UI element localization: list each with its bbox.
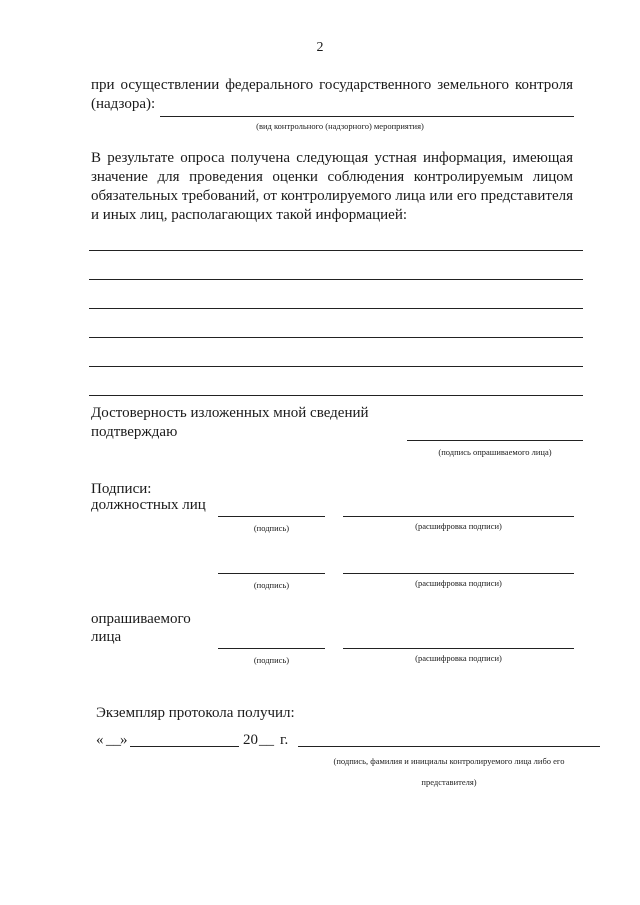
answer-line (89, 395, 583, 396)
page-number: 2 (316, 40, 324, 55)
respondent-signature-caption: (подпись опрашиваемого лица) (438, 447, 552, 457)
receipt-label: Экземпляр протокола получил: (96, 705, 295, 721)
intro-line-4: и иных лиц, располагающих такой информацией: (91, 207, 408, 223)
activity-type-line (160, 116, 574, 117)
respondent-decoding-line (343, 648, 574, 649)
receipt-month-line (130, 746, 239, 747)
receipt-year-prefix: 20 (243, 732, 258, 748)
receipt-date-open-quote: « (96, 732, 104, 748)
officials-label: должностных лиц (91, 497, 206, 513)
official-signature-line (218, 516, 325, 517)
answer-line (89, 250, 583, 251)
receipt-day-blank: __ (106, 732, 121, 748)
answer-line (89, 337, 583, 338)
respondent-decoding-caption: (расшифровка подписи) (415, 653, 502, 663)
intro-line-2: значение для проведения оценки соблюдения контролируемым лицом (91, 169, 573, 185)
receipt-caption-line-2: представителя) (421, 777, 477, 787)
receipt-year-blank: __ (259, 732, 274, 748)
intro-line-3: обязательных требований, от контролируемого лица или его представителя (91, 188, 573, 204)
respondent-label-1: опрашиваемого (91, 611, 191, 627)
answer-line (89, 308, 583, 309)
official-decoding-caption: (расшифровка подписи) (415, 578, 502, 588)
header-line-2: (надзора): (91, 96, 156, 112)
official-signature-caption: (подпись) (253, 523, 290, 533)
respondent-signature-line (407, 440, 583, 441)
activity-type-caption: (вид контрольного (надзорного) мероприятия) (256, 121, 424, 131)
official-signature-line (218, 573, 325, 574)
official-decoding-caption: (расшифровка подписи) (415, 521, 502, 531)
respondent-label-2: лица (91, 629, 122, 645)
signatures-heading: Подписи: (91, 481, 152, 497)
confirmation-line-2: подтверждаю (91, 424, 178, 440)
receipt-date-close-quote: » (120, 732, 128, 748)
answer-line (89, 366, 583, 367)
receipt-year-suffix: г. (280, 732, 289, 748)
receipt-signature-line (298, 746, 600, 747)
official-decoding-line (343, 573, 574, 574)
receipt-caption-line-1: (подпись, фамилия и инициалы контролируемого лица либо его (333, 756, 565, 766)
answer-line (89, 279, 583, 280)
official-decoding-line (343, 516, 574, 517)
official-signature-caption: (подпись) (253, 580, 290, 590)
confirmation-line-1: Достоверность изложенных мной сведений (91, 405, 369, 421)
respondent-sign-caption: (подпись) (253, 655, 290, 665)
header-line-1: при осуществлении федерального государственного земельного контроля (91, 77, 573, 93)
intro-line-1: В результате опроса получена следующая устная информация, имеющая (91, 150, 573, 166)
respondent-signature-line (218, 648, 325, 649)
